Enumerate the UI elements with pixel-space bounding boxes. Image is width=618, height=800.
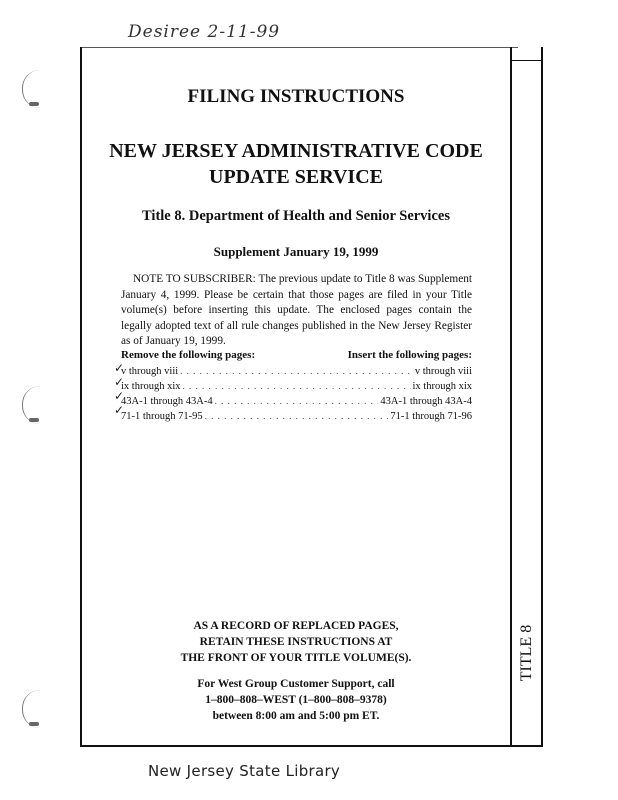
binder-hole-icon	[22, 70, 44, 108]
pages-list	[121, 364, 472, 424]
subscriber-note: NOTE TO SUBSCRIBER: The previous update to Title 8 was Supplement January 4, 1999. Please be certain that those pages are filed in your Title volume(s) before inserting this update. The enclosed pages contain the legally adopted text of all rule changes published in the New Jersey Register as of January 19, 1999.	[121, 273, 472, 347]
list-item: v through viii . . . v through viii	[121, 364, 472, 379]
checkmark-icon: ✓	[114, 403, 125, 417]
page-title: FILING INSTRUCTIONS	[187, 86, 405, 107]
list-item: 43A-1 through 43A-4 . . . 43A-1 through 43A-4	[121, 394, 472, 409]
code-title: NEW JERSEY ADMINISTRATIVE CODE UPDATE SERVICE	[109, 140, 483, 188]
customer-support: For West Group Customer Support, call 1–800–808–WEST (1–800–808–9378) between 8:00 am and 5:00 pm ET.	[197, 678, 395, 722]
checkmark-icon: ✓	[114, 389, 125, 403]
library-stamp: New Jersey State Library	[148, 762, 341, 780]
checkmark-icon: ✓	[114, 375, 125, 389]
title-tab-label: TITLE 8	[518, 624, 536, 682]
checkmark-icon: ✓	[114, 361, 125, 375]
insert-header: Insert the following pages:	[347, 349, 472, 361]
subject-title: Title 8. Department of Health and Senior Services	[142, 208, 450, 224]
supplement-date: Supplement January 19, 1999	[213, 244, 379, 259]
binder-hole-icon	[22, 690, 44, 728]
pages-header	[121, 349, 472, 361]
remove-header: Remove the following pages:	[121, 349, 256, 361]
list-item: 71-1 through 71-95 . . . 71-1 through 71-96	[121, 409, 472, 424]
record-instructions: AS A RECORD OF REPLACED PAGES, RETAIN THESE INSTRUCTIONS AT THE FRONT OF YOUR TITLE VOLUME(S).	[180, 620, 412, 664]
list-item: ix through xix . . . ix through xix	[121, 379, 472, 394]
binder-hole-icon	[22, 386, 44, 424]
handwritten-note: Desiree 2-11-99	[128, 22, 281, 42]
